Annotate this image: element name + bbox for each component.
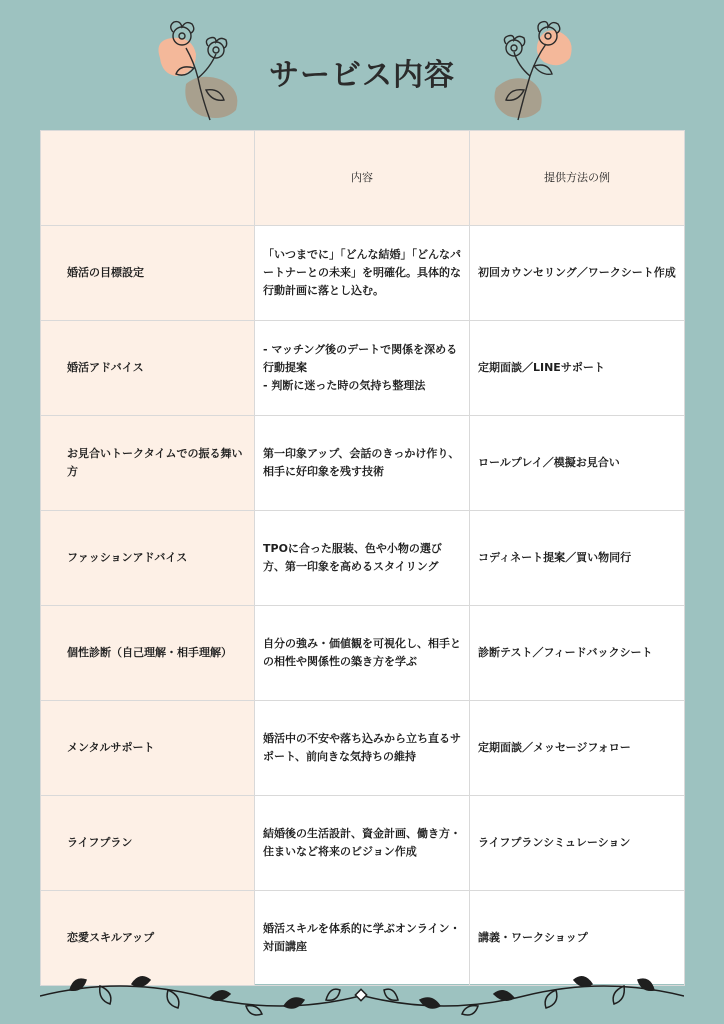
table-row [41,226,685,321]
row-content: 婚活中の不安や落ち込みから立ち直るサポート、前向きな気持ちの維持 [255,701,470,796]
row-method: コディネート提案／買い物同行 [470,511,685,606]
row-method: 定期面談／メッセージフォロー [470,701,685,796]
row-method: 定期面談／LINEサポート [470,321,685,416]
row-method: 診断テスト／フィードバックシート [470,606,685,701]
row-label: ライフプラン [41,796,255,891]
service-table [40,130,684,984]
row-content: TPOに合った服装、色や小物の選び方、第一印象を高めるスタイリング [255,511,470,606]
row-method: ライフプランシミュレーション [470,796,685,891]
vine-border-decoration-icon [40,966,684,1024]
row-content: 「いつまでに」「どんな結婚」「どんなパートナーとの未来」を明確化。具体的な行動計画に落とし込む。 [255,226,470,321]
row-label: 婚活アドバイス [41,321,255,416]
header-content: 内容 [255,131,470,226]
row-content: - マッチング後のデートで関係を深める行動提案 - 判断に迷った時の気持ち整理法 [255,321,470,416]
row-method: 講義・ワークショップ [470,891,685,986]
table-row [41,701,685,796]
row-label: 婚活の目標設定 [41,226,255,321]
table-row [41,606,685,701]
row-content: 結婚後の生活設計、資金計画、働き方・住まいなど将来のビジョン作成 [255,796,470,891]
row-method: ロールプレイ／模擬お見合い [470,416,685,511]
table-row [41,416,685,511]
table-header-row [41,131,685,226]
row-label: お見合いトークタイムでの振る舞い方 [41,416,255,511]
table-row [41,321,685,416]
row-content: 婚活スキルを体系的に学ぶオンライン・対面講座 [255,891,470,986]
header-method: 提供方法の例 [470,131,685,226]
row-label: ファッションアドバイス [41,511,255,606]
row-label: メンタルサポート [41,701,255,796]
page-title: サービス内容 [269,58,455,93]
row-method: 初回カウンセリング／ワークシート作成 [470,226,685,321]
row-content: 第一印象アップ、会話のきっかけ作り、相手に好印象を残す技術 [255,416,470,511]
table-row [41,511,685,606]
row-content: 自分の強み・価値観を可視化し、相手との相性や関係性の築き方を学ぶ [255,606,470,701]
row-label: 恋愛スキルアップ [41,891,255,986]
row-label: 個性診断（自己理解・相手理解） [41,606,255,701]
header-corner [41,131,255,226]
table-row [41,796,685,891]
